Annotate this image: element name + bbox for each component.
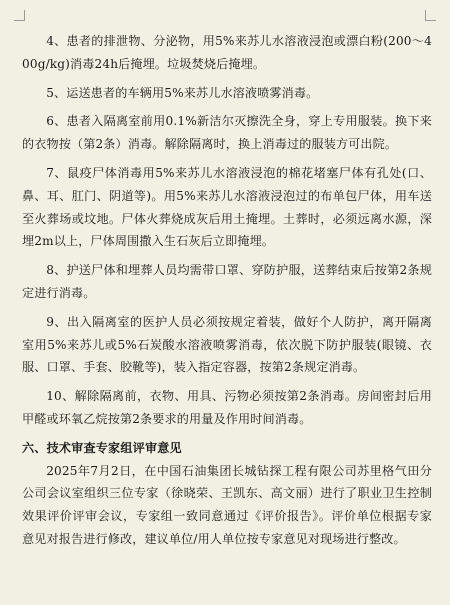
- margin-corner-mark-left: [14, 10, 25, 21]
- paragraph-item-4: 4、患者的排泄物、分泌物，用5%来苏儿水溶液浸泡或漂白粉(200～400g/kg)消毒24h后掩埋。垃圾焚烧后掩埋。: [22, 34, 432, 71]
- document-body: [22, 30, 432, 551]
- paragraph-item-10: 10、解除隔离前，衣物、用具、污物必须按第2条消毒。房间密封后用甲醛或环氧乙烷按第2条要求的用量及作用时间消毒。: [22, 389, 432, 426]
- section-paragraph: 2025年7月2日，在中国石油集团长城钻探工程有限公司苏里格气田分公司会议室组织三位专家（徐晓荣、王凯东、高文丽）进行了职业卫生控制效果评价评审会议，专家组一致同意通过《评价报告》。评价单位根据专家意见对报告进行修改，建议单位/用人单位按专家意见对现场进行整改。: [22, 463, 432, 546]
- margin-corner-mark-right: [425, 10, 436, 21]
- paragraph-item-5: 5、运送患者的车辆用5%来苏儿水溶液喷雾消毒。: [46, 85, 319, 100]
- paragraph-item-8: 8、护送尸体和埋葬人员均需带口罩、穿防护服，送葬结束后按第2条规定进行消毒。: [22, 263, 432, 300]
- paragraph-item-6: 6、患者入隔离室前用0.1%新洁尔灭擦洗全身，穿上专用服装。换下来的衣物按（第2条）消毒。解除隔离时，换上消毒过的服装方可出院。: [22, 114, 432, 152]
- section-heading: 六、技术审查专家组评审意见: [22, 440, 182, 455]
- paragraph-item-9: 9、出入隔离室的医护人员必须按规定着装，做好个人防护，离开隔离室用5%来苏儿或5%石炭酸水溶液喷雾消毒，依次脱下防护服装(眼镜、衣服、口罩、手套、胶靴等)，装入指定容器，按第2条规定消毒。: [22, 314, 432, 375]
- paragraph-item-7: 7、鼠疫尸体消毒用5%来苏儿水溶液浸泡的棉花堵塞尸体有孔处(口、鼻、耳、肛门、阴道等)。用5%来苏儿水溶液浸泡过的布单包尸体，用车送至火葬场或坟地。尸体火葬烧成灰后用土掩埋。土葬时，必须远离水源，深埋2m以上，尸体周围撒入生石灰后立即掩埋。: [22, 165, 432, 249]
